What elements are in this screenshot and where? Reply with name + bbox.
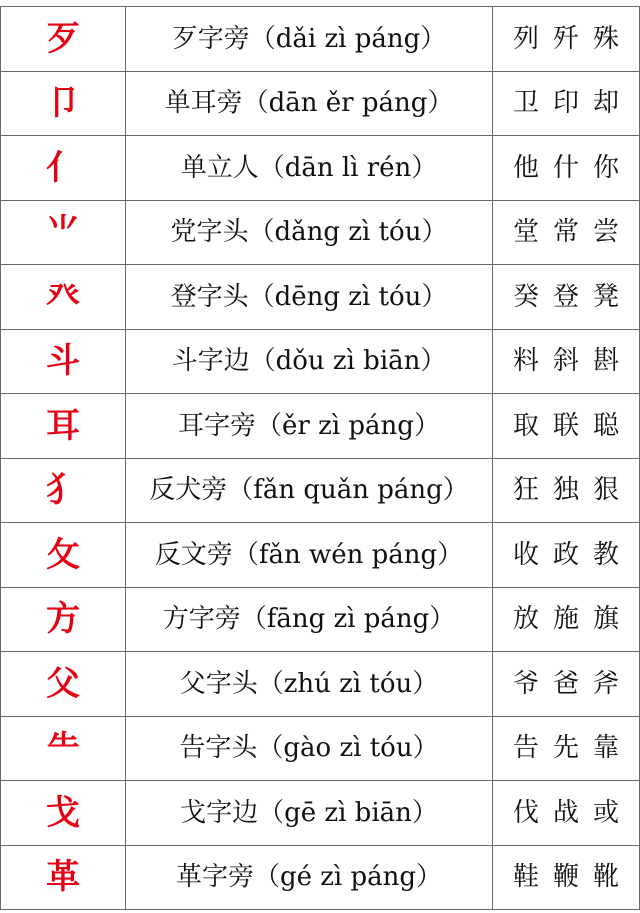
radical-glyph: ⺌ — [46, 212, 80, 253]
table-row — [1, 587, 640, 652]
radical-glyph: 亻 — [46, 147, 80, 188]
name-cell — [126, 845, 493, 910]
examples-cell — [493, 136, 640, 201]
radical-name: 单立人（dān lì rén） — [180, 152, 438, 183]
name-cell — [126, 523, 493, 588]
radical-cell — [1, 652, 126, 717]
name-cell — [126, 781, 493, 846]
radical-name: 反犬旁（fǎn quǎn páng） — [149, 475, 469, 506]
radical-glyph: 方 — [46, 599, 80, 640]
name-cell — [126, 458, 493, 523]
name-cell — [126, 7, 493, 72]
example-characters: 收政教 — [512, 539, 633, 570]
radical-name: 党字头（dǎng zì tóu） — [170, 217, 448, 248]
radical-name: 登字头（dēng zì tóu） — [170, 281, 448, 312]
radical-name: 告字头（gào zì tóu） — [179, 733, 439, 764]
table-row — [1, 523, 640, 588]
name-cell — [126, 652, 493, 717]
radical-name: 戈字边（gē zì biān） — [180, 797, 438, 828]
examples-cell — [493, 265, 640, 330]
examples-cell — [493, 781, 640, 846]
radical-name: 反文旁（fǎn wén páng） — [154, 539, 464, 570]
examples-cell — [493, 845, 640, 910]
radical-cell — [1, 200, 126, 265]
table-row — [1, 71, 640, 136]
examples-cell — [493, 716, 640, 781]
name-cell — [126, 265, 493, 330]
example-characters: 癸登凳 — [512, 281, 633, 312]
table-row — [1, 652, 640, 717]
name-cell — [126, 716, 493, 781]
radical-cell — [1, 7, 126, 72]
radical-cell — [1, 136, 126, 201]
example-characters: 料斜斟 — [512, 346, 633, 377]
radical-glyph: 戈 — [46, 792, 80, 833]
examples-cell — [493, 7, 640, 72]
name-cell — [126, 200, 493, 265]
table-row — [1, 716, 640, 781]
radical-glyph: 犭 — [46, 470, 80, 511]
name-cell — [126, 329, 493, 394]
example-characters: 堂常尝 — [512, 217, 633, 248]
radical-name: 方字旁（fāng zì páng） — [162, 604, 456, 635]
example-characters: 列歼殊 — [512, 23, 633, 54]
radical-glyph: 攵 — [46, 534, 80, 575]
table-row — [1, 458, 640, 523]
radical-glyph: ⺧ — [46, 728, 80, 769]
radical-cell — [1, 394, 126, 459]
example-characters: 卫印却 — [512, 88, 633, 119]
examples-cell — [493, 329, 640, 394]
examples-cell — [493, 200, 640, 265]
name-cell — [126, 71, 493, 136]
example-characters: 伐战或 — [512, 797, 633, 828]
name-cell — [126, 394, 493, 459]
radical-cell — [1, 845, 126, 910]
radical-name: 斗字边（dǒu zì biān） — [171, 346, 447, 377]
table-row — [1, 394, 640, 459]
examples-cell — [493, 71, 640, 136]
radical-table — [0, 6, 640, 910]
table-row — [1, 136, 640, 201]
table-row — [1, 200, 640, 265]
radical-cell — [1, 329, 126, 394]
table-row — [1, 781, 640, 846]
name-cell — [126, 587, 493, 652]
example-characters: 鞋鞭靴 — [512, 862, 633, 893]
radical-glyph: 革 — [46, 857, 80, 898]
example-characters: 他什你 — [512, 152, 633, 183]
examples-cell — [493, 394, 640, 459]
table-row — [1, 265, 640, 330]
radical-cell — [1, 523, 126, 588]
radical-cell — [1, 265, 126, 330]
name-cell — [126, 136, 493, 201]
radical-cell — [1, 781, 126, 846]
example-characters: 爷爸斧 — [512, 668, 633, 699]
radical-cell — [1, 71, 126, 136]
radical-glyph: 斗 — [46, 341, 80, 382]
radical-glyph: 歹 — [46, 18, 80, 59]
radical-name: 歹字旁（dǎi zì páng） — [171, 23, 447, 54]
radical-glyph: 父 — [46, 663, 80, 704]
radical-glyph: 癶 — [46, 276, 80, 317]
radical-name: 耳字旁（ěr zì páng） — [178, 410, 440, 441]
example-characters: 告先靠 — [512, 733, 633, 764]
radical-cell — [1, 716, 126, 781]
radical-name: 单耳旁（dān ěr páng） — [164, 88, 454, 119]
examples-cell — [493, 587, 640, 652]
table-row — [1, 845, 640, 910]
example-characters: 放施旗 — [512, 604, 633, 635]
table-row — [1, 7, 640, 72]
radical-name: 父字头（zhú zì tóu） — [179, 668, 439, 699]
examples-cell — [493, 458, 640, 523]
table-row — [1, 329, 640, 394]
radical-glyph: 耳 — [46, 405, 80, 446]
examples-cell — [493, 523, 640, 588]
examples-cell — [493, 652, 640, 717]
example-characters: 狂独狠 — [512, 475, 633, 506]
radical-cell — [1, 458, 126, 523]
radical-name: 革字旁（gé zì páng） — [175, 862, 443, 893]
radical-cell — [1, 587, 126, 652]
example-characters: 取联聪 — [512, 410, 633, 441]
radical-glyph: 卩 — [46, 83, 80, 124]
